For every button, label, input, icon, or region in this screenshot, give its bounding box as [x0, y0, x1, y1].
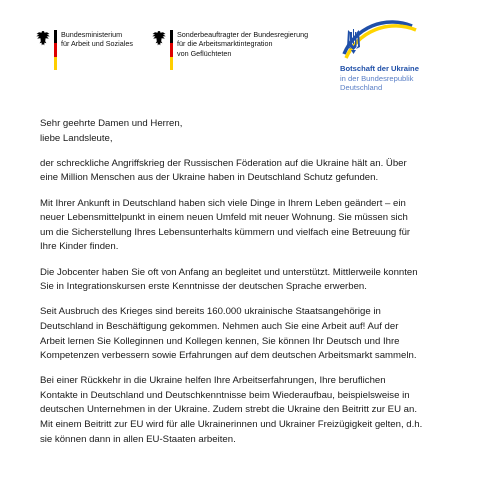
federal-eagle-icon: [152, 30, 166, 48]
paragraph-line: Sie in Integrationskursen erste Kenntnisse der deutschen Sprache erwerben.: [40, 281, 367, 293]
german-flag-bar: [170, 30, 173, 70]
paragraph-line: um die Sicherstellung Ihres Lebensunterhalts kümmern und vielfach eine Betreuung für: [40, 226, 411, 238]
paragraph-line: Die Jobcenter haben Sie oft von Anfang an begleitet und unterstützt. Mittlerweile konnten: [40, 266, 418, 278]
ukraine-embassy-logo: [340, 20, 460, 100]
paragraph-line: Deutschland in Beschäftigung gekommen. Nehmen auch Sie eine Arbeit auf! Auf der: [40, 320, 399, 332]
paragraph-line: Ihre Kinder finden.: [40, 241, 119, 253]
embassy-subtitle-line: in der Bundesrepublik: [340, 73, 414, 83]
paragraph-line: der schreckliche Angriffskrieg der Russischen Föderation auf die Ukraine hält an. Über: [40, 157, 407, 169]
bmas-line: für Arbeit und Soziales: [61, 39, 133, 49]
embassy-title: Botschaft der Ukraine: [340, 64, 419, 73]
embassy-subtitle-line: Deutschland: [340, 83, 383, 92]
representative-line: Sonderbeauftragter der Bundesregierung: [177, 30, 309, 39]
paragraph: [40, 305, 470, 363]
paragraph-line: Kontakte in Deutschland und Deutschkenntnisse beim Wiederaufbau, beispielsweise in: [40, 389, 410, 401]
german-flag-bar: [54, 30, 57, 70]
salutation-line: liebe Landsleute,: [40, 132, 113, 144]
salutation-line: Sehr geehrte Damen und Herren,: [40, 118, 183, 129]
representative-line: von Geflüchteten: [177, 48, 232, 58]
paragraph-line: deutschen Unternehmen in der Ukraine. Zudem strebt die Ukraine den Beitritt zur EU an.: [40, 404, 418, 416]
paragraph-line: eine Million Menschen aus der Ukraine haben in Deutschland Schutz gefunden.: [40, 172, 379, 184]
paragraph-line: Arbeit lernen Sie Kolleginnen und Kollegen kennen, Sie können Ihr Deutsch und Ihre: [40, 335, 400, 347]
bmas-line: Bundesministerium: [61, 30, 123, 39]
representative-line: für die Arbeitsmarktintegration: [177, 39, 273, 49]
paragraph-line: neuer Lebensmittelpunkt in einem neuen Umfeld mit neuer Wohnung. Sie müssen sich: [40, 212, 408, 224]
paragraph: [40, 157, 470, 186]
letter-body: [40, 117, 470, 458]
paragraph-line: Mit einem Beitritt zur EU wird für alle Ukrainerinnen und Ukrainer Freizügigkeit gelten, d.h.: [40, 419, 423, 431]
paragraph: [40, 197, 470, 255]
ukraine-trident-emblem-icon: [340, 20, 460, 64]
paragraph-line: Mit Ihrer Ankunft in Deutschland haben sich viele Dinge in Ihrem Leben geändert – ein: [40, 197, 406, 209]
paragraph-line: Seit Ausbruch des Krieges sind bereits 160.000 ukrainische Staatsangehörige in: [40, 306, 381, 318]
federal-eagle-icon: [36, 30, 50, 48]
paragraph: [40, 374, 470, 447]
letterhead: [0, 0, 480, 100]
paragraph-line: Kompetenzen verbessern sowie Erfahrungen auf dem deutschen Arbeitsmarkt sammeln.: [40, 350, 417, 362]
paragraph-line: Bei einer Rückkehr in die Ukraine helfen Ihre Arbeitserfahrungen, Ihre beruflichen: [40, 375, 386, 387]
paragraph: [40, 266, 470, 295]
paragraph-line: sie können dann in allen EU-Staaten arbeiten.: [40, 433, 236, 445]
